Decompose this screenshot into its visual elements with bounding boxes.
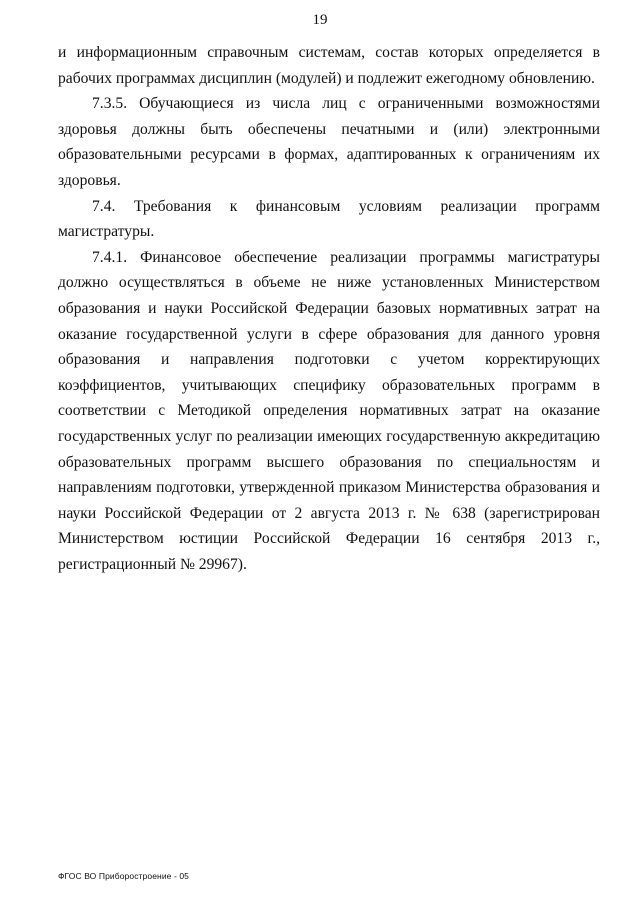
paragraph-continuation: и информационным справочным системам, состав которых определяется в рабочих программах дисциплин (модулей) и подлежит ежегодному обновлению. bbox=[58, 44, 600, 87]
paragraph-7-4-heading: 7.4. Требования к финансовым условиям реализации программ магистратуры. bbox=[58, 197, 600, 241]
paragraph-7-4-1: 7.4.1. Финансовое обеспечение реализации программы магистратуры должно осуществляться в объеме не ниже установленных Министерством образования и науки Российской Федерации базовых нормативных затрат на оказание государственной услуги в сфере образования для данного уровня образования и направления подготовки с учетом корректирующих коэффициентов, учитывающих специфику образовательных программ в соответствии с Методикой определения нормативных затрат на оказание государственных услуг по реализации имеющих государственную аккредитацию образовательных программ высшего образования по специальностям и направлениям подготовки, утвержденной приказом Министерства образования и науки Российской Федерации от 2 августа 2013 г. № 638 (зарегистрирован Министерством юстиции Российской Федерации 16 сентября 2013 г., регистрационный № 29967). bbox=[58, 248, 600, 573]
page-number: 19 bbox=[312, 12, 328, 28]
paragraph-7-3-5: 7.3.5. Обучающиеся из числа лиц с ограниченными возможностями здоровья должны быть обеспечены печатными и (или) электронными образовательными ресурсами в формах, адаптированных к ограничениям их здоровья. bbox=[58, 95, 600, 189]
document-body bbox=[58, 40, 600, 577]
document-footer: ФГОС ВО Приборостроение - 05 bbox=[58, 871, 189, 881]
